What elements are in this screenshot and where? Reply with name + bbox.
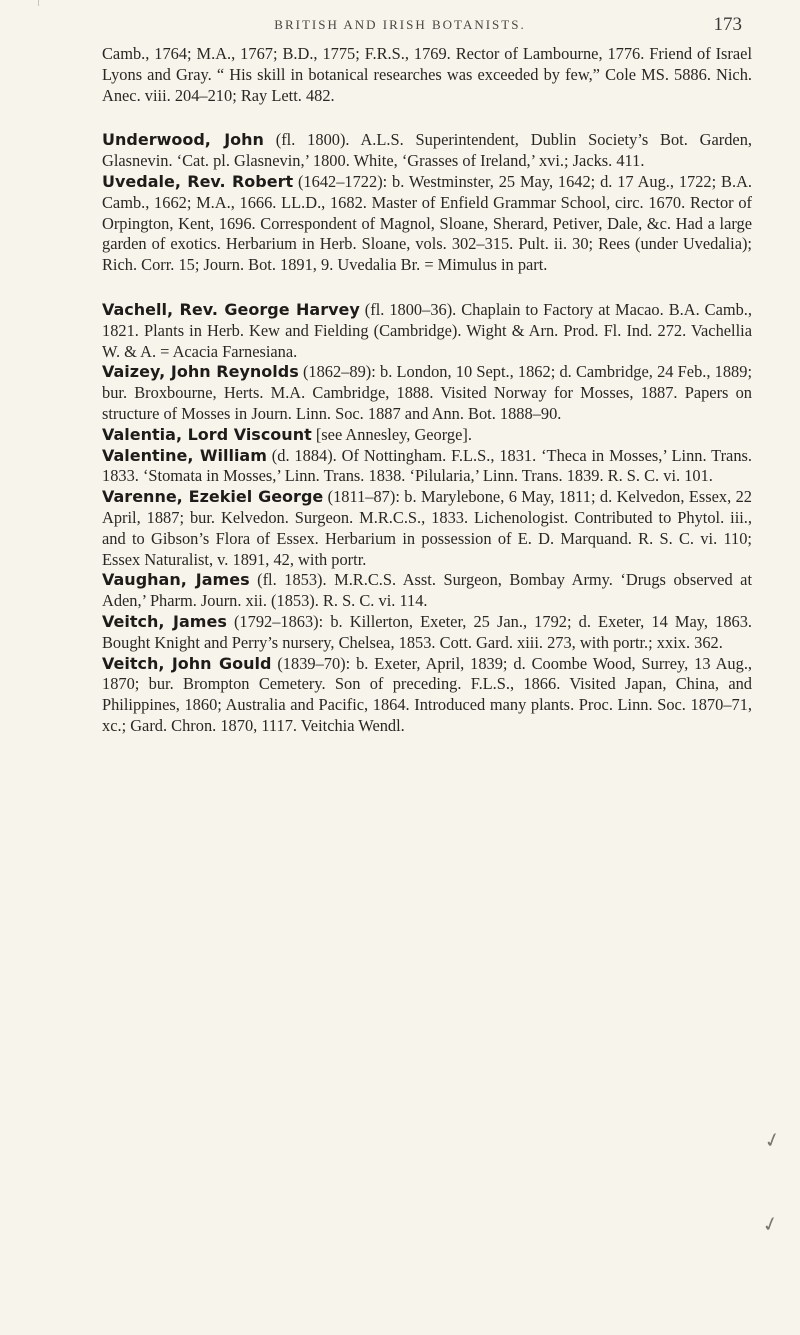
entry-name: Vaizey, John Reynolds — [102, 362, 299, 382]
entry-vaizey — [102, 362, 752, 424]
entry-text: (fl. 1800). A.L.S. Superintendent, Dublin Society’s Bot. Garden, Glasnevin. ‘Cat. pl. Glasnevin,’ 1800. White, ‘Grasses of Ireland,’ xvi.; Jacks. 411. — [102, 130, 753, 171]
running-title: BRITISH AND IRISH BOTANISTS. — [274, 17, 526, 32]
entry-text: [see Annesley, George]. — [311, 424, 472, 444]
check-mark-icon: ✓ — [759, 1210, 782, 1238]
entry-veitch-john-gould — [102, 654, 752, 737]
continued-entry: Camb., 1764; M.A., 1767; B.D., 1775; F.R.S., 1769. Rector of Lambourne, 1776. Friend of Israel Lyons and Gray. “ His skill in botanical researches was exceeded by few,” Cole MS. 5886. Nich. Anec. viii. 204–210; Ray Lett. 482. — [102, 44, 752, 105]
entry-name: Uvedale, Rev. Robert — [102, 171, 294, 191]
running-head — [0, 14, 800, 34]
entry-name: Vachell, Rev. George Harvey — [102, 299, 360, 319]
entry-text: (fl. 1800–36). Chaplain to Factory at Macao. B.A. Camb., 1821. Plants in Herb. Kew and Fielding (Cambridge). Wight & Arn. Prod. Fl. Ind. 272. Vachellia W. & A. = Acacia Farnesiana. — [102, 299, 752, 361]
dictionary-body — [102, 44, 752, 737]
entry-text: (1839–70): b. Exeter, April, 1839; d. Coombe Wood, Surrey, 13 Aug., 1870; bur. Brompton Cemetery. Son of preceding. F.L.S., 1866. Visited Japan, China, and Philippines, 1860; Australia and Pacific, 1864. Introduced many plants. Proc. Linn. Soc. 1870–71, xc.; Gard. Chron. 1870, 1117. Veitchia Wendl. — [102, 653, 753, 735]
entry-underwood — [102, 130, 752, 172]
entry-varenne — [102, 487, 752, 570]
entry-text: (1862–89): b. London, 10 Sept., 1862; d. Cambridge, 24 Feb., 1889; bur. Broxbourne, Herts. M.A. Cambridge, 1888. Visited Norway for Mosses, 1887. Papers on structure of Mosses in Journ. Linn. Soc. 1887 and Ann. Bot. 1888–90. — [102, 362, 752, 423]
entry-vaughan — [102, 570, 752, 612]
entry-name: Veitch, John Gould — [102, 653, 272, 673]
entry-name: Underwood, John — [102, 130, 264, 150]
entry-name: Valentia, Lord Viscount — [102, 424, 312, 444]
entry-name: Veitch, James — [102, 611, 227, 631]
page-number: 173 — [713, 14, 742, 35]
entry-veitch-james — [102, 612, 752, 654]
entry-text: (d. 1884). Of Nottingham. F.L.S., 1831. ‘Theca in Mosses,’ Linn. Trans. 1833. ‘Stomata in Mosses,’ Linn. Trans. 1838. ‘Pilularia,’ Linn. Trans. 1839. R. S. C. vi. 101. — [102, 445, 753, 486]
entry-valentia — [102, 425, 752, 446]
entry-text: (fl. 1853). M.R.C.S. Asst. Surgeon, Bombay Army. ‘Drugs observed at Aden,’ Pharm. Journ. xii. (1853). R. S. C. vi. 114. — [102, 570, 752, 611]
entry-name: Vaughan, James — [102, 570, 250, 590]
entry-text: (1792–1863): b. Killerton, Exeter, 25 Jan., 1792; d. Exeter, 14 May, 1863. Bought Knight and Perry’s nursery, Chelsea, 1853. Cott. Gard. xiii. 273, with portr.; xxix. 362. — [102, 611, 753, 652]
entry-name: Varenne, Ezekiel George — [102, 487, 324, 507]
entry-text: (1811–87): b. Marylebone, 6 May, 1811; d. Kelvedon, Essex, 22 April, 1887; bur. Kelvedon. Surgeon. M.R.C.S., 1833. Lichenologist. Contributed to Phytol. iii., and to Gibson’s Flora of Essex. Herbarium in possession of E. D. Marquand. R. S. C. vi. 110; Essex Naturalist, v. 1891, 42, with portr. — [102, 487, 752, 569]
page-edge-mark — [38, 0, 39, 6]
entry-name: Valentine, William — [102, 445, 267, 465]
entry-text: (1642–1722): b. Westminster, 25 May, 1642; d. 17 Aug., 1722; B.A. Camb., 1662; M.A., 1666. LL.D., 1682. Master of Enfield Grammar School, circ. 1670. Rector of Orpington, Kent, 1696. Correspondent of Magnol, Sloane, Sherard, Petiver, Dale, &c. Had a large garden of exotics. Herbarium in Herb. Sloane, vols. 302–315. Pult. ii. 30; Rees (under Uvedalia); Rich. Corr. 15; Journ. Bot. 1891, 9. Uvedalia Br. = Mimulus in part. — [102, 171, 752, 275]
entry-valentine — [102, 446, 752, 488]
entry-vachell — [102, 300, 752, 362]
entry-uvedale — [102, 172, 752, 276]
check-mark-icon: ✓ — [761, 1126, 784, 1154]
